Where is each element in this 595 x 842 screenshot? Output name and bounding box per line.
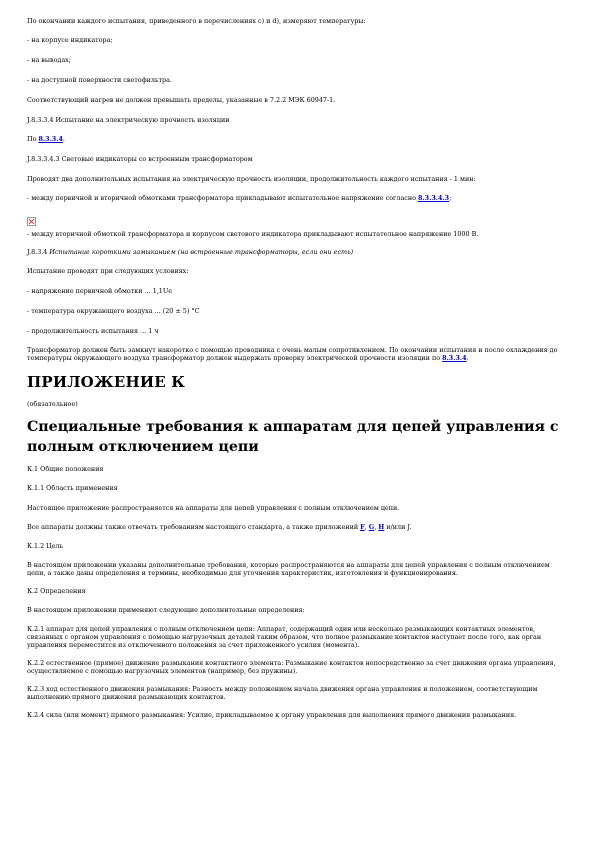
separator-1: , — [364, 523, 369, 531]
primary-secondary-suffix: ; — [449, 194, 452, 202]
broken-image-icon — [27, 217, 36, 226]
separator-2: , — [374, 523, 379, 531]
reference-prefix: По — [27, 135, 39, 143]
list-item-secondary-housing: - между вторичной обмоткой трансформатора и корпусом светового индикатора прикладывают испытательное напряжение 1000 В. — [27, 230, 479, 238]
reference-suffix: . — [62, 135, 65, 143]
all-devices-text: Все аппараты должны также отвечать требованиям настоящего стандарта, а также приложений — [27, 523, 361, 531]
paragraph-measure-temperatures: По окончании каждого испытания, приведенного в перечислениях c) и d), измеряют температуры: — [27, 17, 366, 25]
link-8334[interactable]: 8.3.3.4 — [38, 135, 63, 143]
section-heading-k2: К.2 Определения — [27, 587, 86, 595]
section-heading-k11: К.1.1 Область применения — [27, 484, 118, 492]
section-heading-k1: К.1 Общие положения — [27, 465, 104, 473]
appendix-mandatory-note: (обязательное) — [27, 400, 78, 408]
paragraph-transformer-shorted — [27, 346, 569, 362]
list-item-on-terminals: - на выводах; — [27, 56, 71, 64]
paragraph-two-tests: Проводят два дополнительных испытания на электрическую прочность изоляции, продолжительность каждого испытания - 1 мин: — [27, 175, 476, 183]
definition-k21: К.2.1 аппарат для цепей управления с полным отключением цепи: Аппарат, содержащий один или несколько размыкающих контактных элементов, связанных с органом управления с помощью нагрузочных деталей таким образом, что полное размыкание контактов наступает после того, как орган управления переместится из отключенного положения за счет приложенного усилия (момента). — [27, 625, 542, 649]
primary-secondary-text: - между первичной и вторичной обмотками трансформатора прикладывают испытательное напряжение согласно — [27, 194, 418, 202]
all-devices-suffix: и/или J. — [384, 523, 412, 531]
section-heading-j83343: J.8.3.3.4.3 Световые индикаторы со встроенным трансформатором — [27, 155, 253, 163]
link-appendix-f[interactable]: F — [360, 523, 365, 531]
section-heading-k12: К.1.2 Цель — [27, 542, 64, 550]
transformer-shorted-suffix: . — [466, 354, 469, 362]
list-item-ambient-temperature: - температура окружающего воздуха ... (20 ± 5) °С — [27, 307, 200, 315]
appendix-title: Специальные требования к аппаратам для цепей управления с полным отключением цепи — [27, 419, 559, 455]
link-appendix-g[interactable]: G — [368, 523, 375, 531]
section-title-short-circuit: Испытание короткими замыканием (на встроенные трансформаторы, если они есть) — [49, 248, 354, 256]
paragraph-reference-8334 — [27, 135, 569, 143]
appendix-heading: ПРИЛОЖЕНИЕ К — [27, 373, 186, 391]
list-item-primary-secondary — [27, 194, 569, 202]
list-item-primary-voltage: - напряжение первичной обмотки ... 1,1Ue — [27, 287, 173, 295]
section-number-j834: J.8.3.4 — [27, 248, 50, 256]
list-item-test-duration: - продолжительность испытания ... 1 ч — [27, 327, 159, 335]
definition-k24: К.2.4 сила (или момент) прямого размыкания: Усилие, прикладываемое к органу управления для выполнения прямого движения размыкания. — [27, 711, 517, 719]
broken-image-container — [27, 211, 569, 221]
link-8334-second[interactable]: 8.3.3.4 — [442, 354, 467, 362]
paragraph-test-conditions: Испытание проводят при следующих условиях: — [27, 267, 189, 275]
paragraph-definitions-intro: В настоящем приложении применяют следующие дополнительные определения: — [27, 606, 305, 614]
definition-k23: К.2.3 ход естественного движения размыкания: Разность между положением начала движения органа управления и положением, соответствующим выполнению прямого движения размыкающих контактов. — [27, 685, 538, 701]
paragraph-scope: Настоящее приложение распространяется на аппараты для цепей управления с полным отключением цепи. — [27, 504, 400, 512]
section-heading-j834 — [27, 248, 569, 256]
link-83343[interactable]: 8.3.3.4.3 — [417, 194, 450, 202]
list-item-on-housing: - на корпусе индикатора; — [27, 36, 113, 44]
list-item-on-filter: - на доступной поверхности светофильтра. — [27, 76, 172, 84]
definition-k22: К.2.2 естественное (прямое) движение размыкания контактного элемента: Размыкание контактов непосредственно за счет движения органа управления, осуществляемое с помощью нагрузочных элементов (например, без пружины). — [27, 659, 556, 675]
paragraph-all-devices — [27, 523, 569, 531]
section-heading-j8334: J.8.3.3.4 Испытание на электрическую прочность изоляции — [27, 116, 230, 124]
paragraph-heating-limit: Соответствующий нагрев не должен превышать пределы, указанные в 7.2.2 МЭК 60947-1. — [27, 96, 336, 104]
transformer-shorted-text: Трансформатор должен быть замкнут накоротко с помощью проводника с очень малым сопротивлением. По окончании испытания и после охлаждения до температуры окружающего воздуха трансформатор должен выдержать проверку электрической прочности изоляции по — [27, 346, 558, 362]
paragraph-purpose: В настоящем приложении указаны дополнительные требования, которые распространяются на аппараты для цепей управления с полным отключением цепи, а также даны определения и термины, необходимые для уточнения характеристик, изготовления и функционирования. — [27, 561, 550, 577]
link-appendix-h[interactable]: H — [378, 523, 385, 531]
